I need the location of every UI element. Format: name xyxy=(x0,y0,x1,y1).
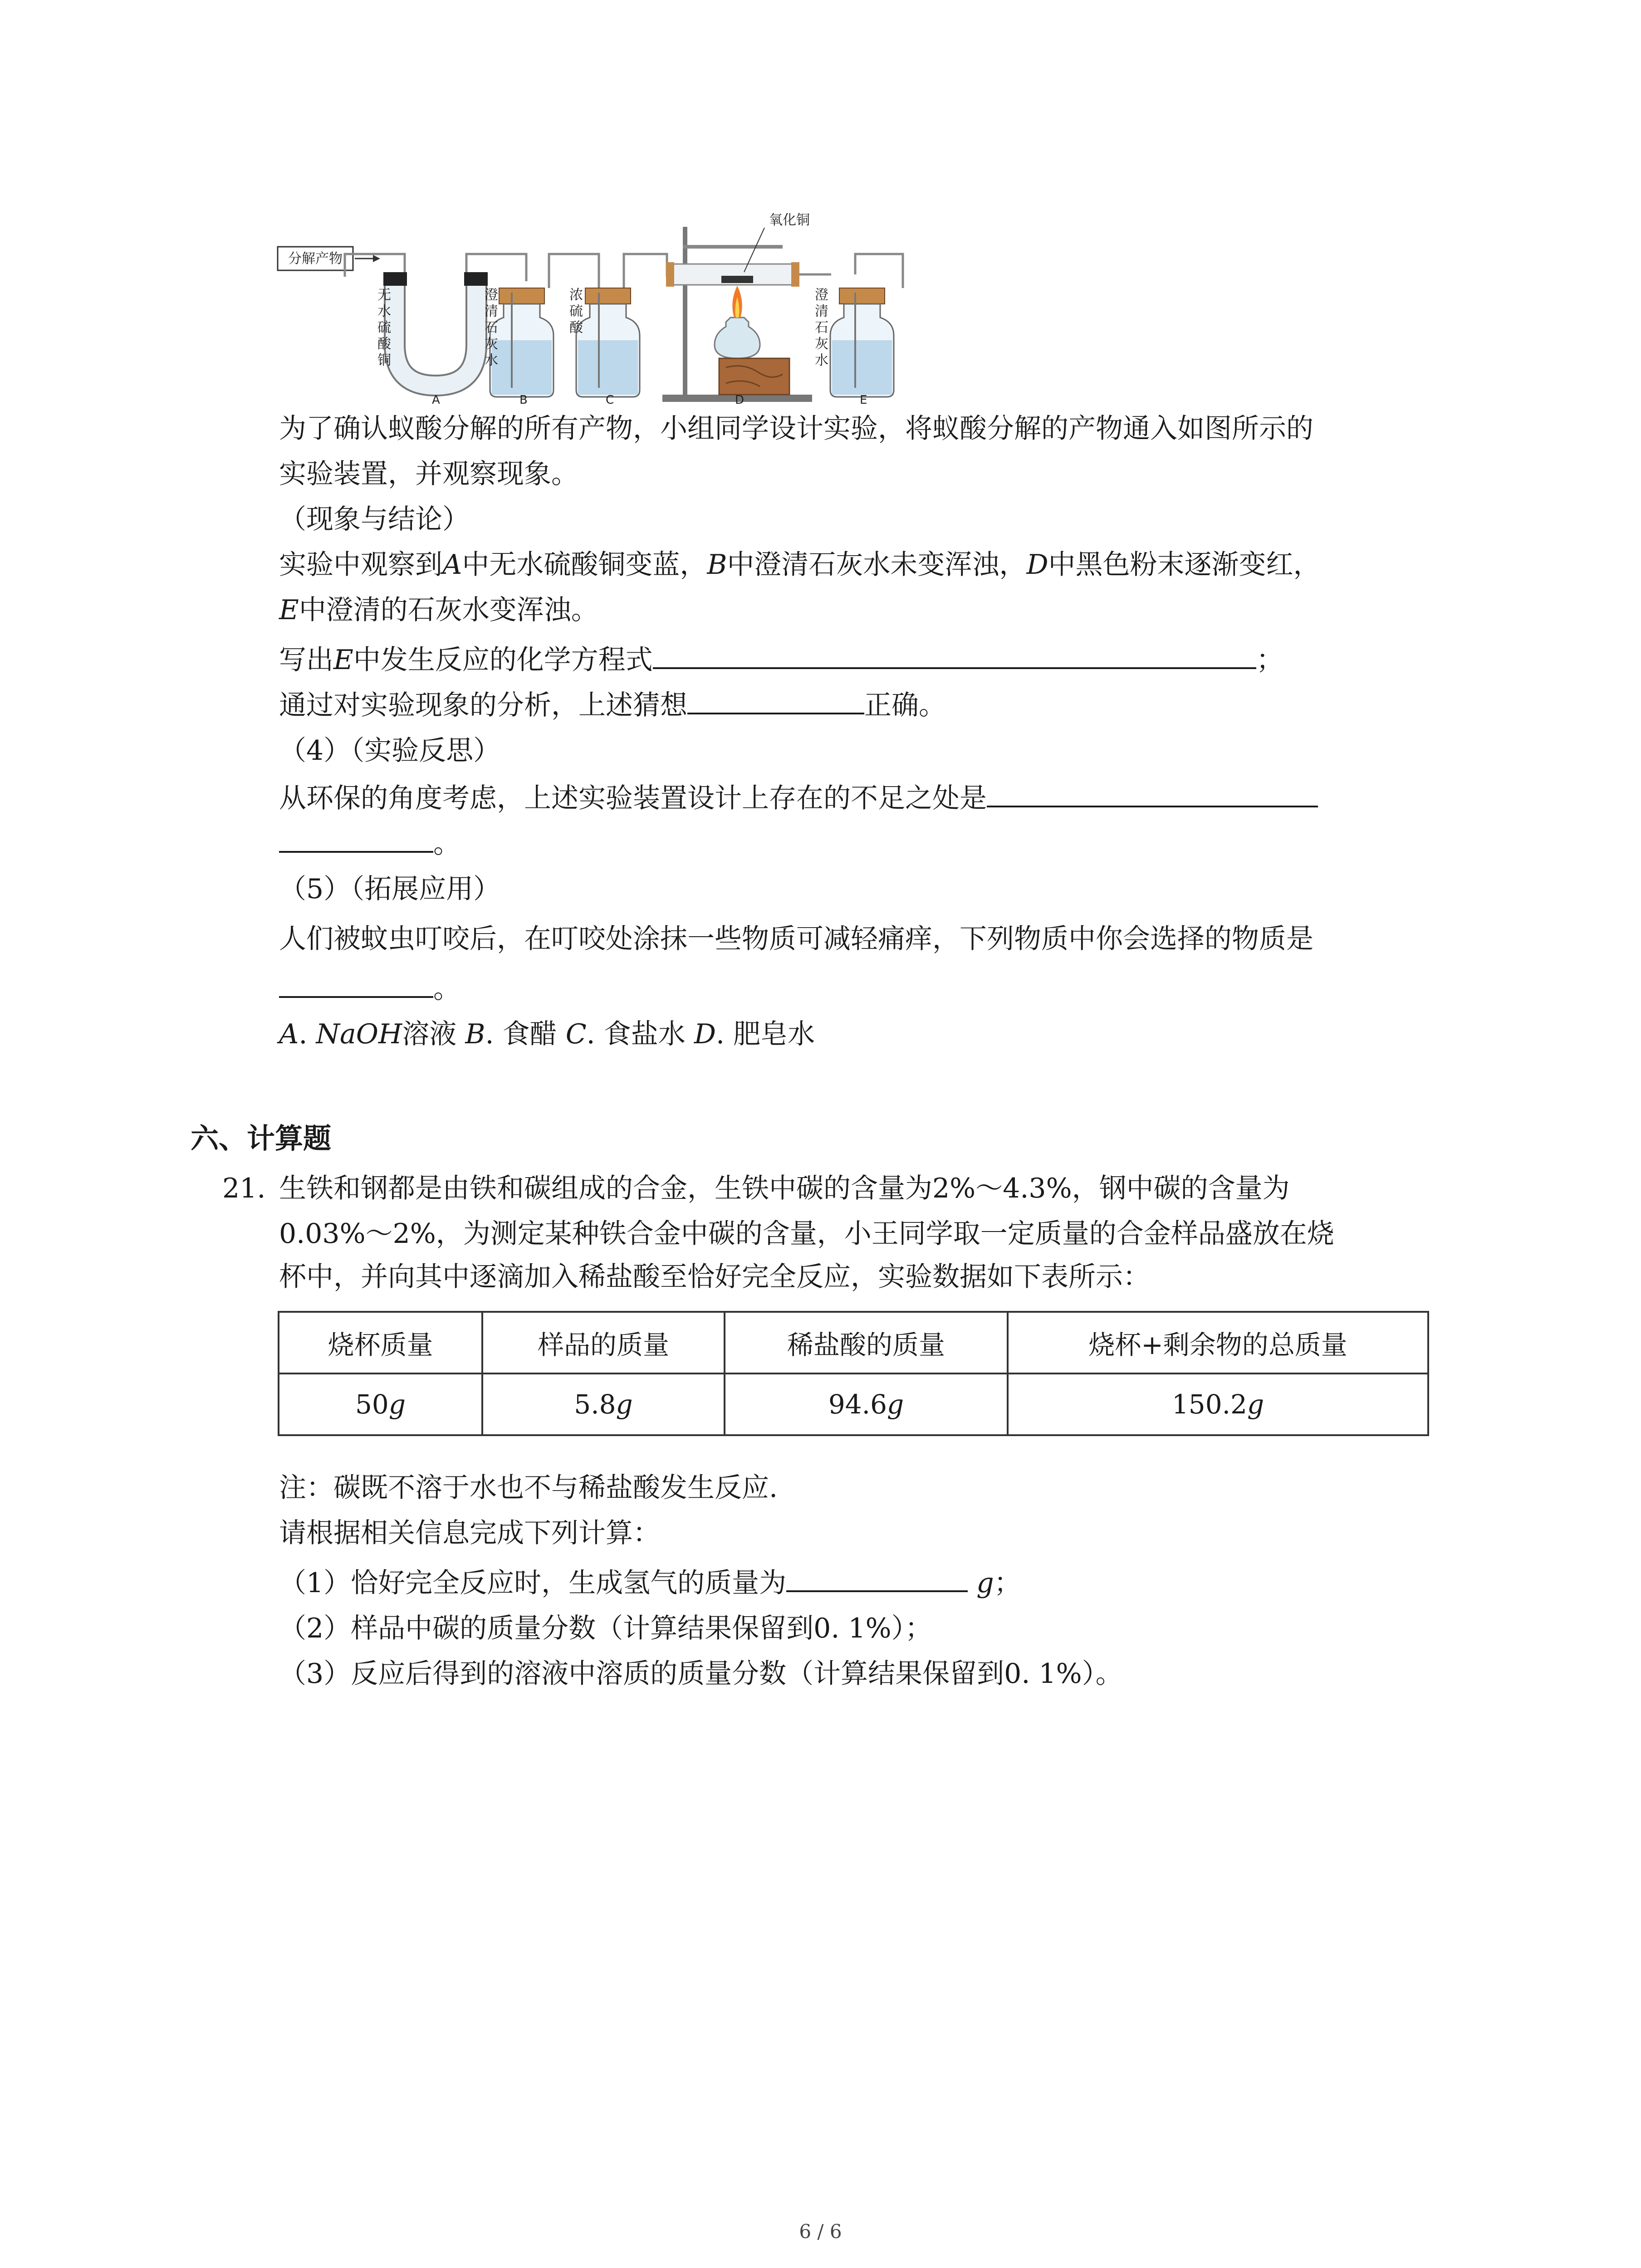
extend-answer-blank[interactable] xyxy=(279,966,433,998)
q20-observation-line-1 xyxy=(279,542,1321,587)
sub1-unit: g xyxy=(976,1567,994,1599)
eq-suffix: ； xyxy=(1256,644,1283,676)
option-c-dot: . xyxy=(586,1018,595,1050)
option-a-dot: . xyxy=(299,1018,308,1050)
page-number: 6 / 6 xyxy=(799,2220,842,2243)
section-6-heading: 六、计算题 xyxy=(191,1122,332,1155)
letter-d: D xyxy=(735,393,745,407)
hydrogen-mass-blank[interactable] xyxy=(786,1560,968,1592)
table-header-row xyxy=(279,1312,1428,1374)
q20-guess-line xyxy=(279,683,946,728)
cell-value: 150.2 xyxy=(1171,1389,1247,1420)
stand-d xyxy=(662,227,812,402)
apparatus-diagram xyxy=(272,209,1016,408)
letter-e: E xyxy=(860,393,867,407)
q21-number: 21. xyxy=(222,1173,266,1204)
sub1-text: （1）恰好完全反应时，生成氢气的质量为 xyxy=(279,1567,787,1599)
var-b: B xyxy=(707,549,727,581)
option-a-letter: A xyxy=(279,1018,299,1050)
option-a-text: 溶液 xyxy=(402,1018,457,1050)
q21-stem-line-1: 生铁和钢都是由铁和碳组成的合金，生铁中碳的含量为2%～4.3%，钢中碳的含量为 xyxy=(279,1173,1290,1204)
table-cell xyxy=(1008,1374,1428,1435)
var-e: E xyxy=(279,594,299,626)
q20-observation-line-2 xyxy=(279,587,598,633)
guess-suffix: 正确。 xyxy=(864,689,946,721)
option-b-letter: B xyxy=(465,1018,485,1050)
reflect-period: 。 xyxy=(433,828,460,860)
bottle-b xyxy=(490,288,554,397)
reflect-answer-blank-part1[interactable] xyxy=(987,776,1318,807)
cell-value: 50 xyxy=(355,1389,389,1420)
option-b-dot: . xyxy=(485,1018,494,1050)
var-d: D xyxy=(1026,549,1048,581)
q21-note: 注：碳既不溶于水也不与稀盐酸发生反应. xyxy=(279,1472,778,1504)
cell-unit: g xyxy=(388,1389,406,1420)
obs-text-4: 中黑色粉末逐渐变红， xyxy=(1048,549,1321,581)
cell-unit: g xyxy=(887,1389,904,1420)
q21-stem-line-3: 杯中，并向其中逐滴加入稀盐酸至恰好完全反应，实验数据如下表所示： xyxy=(279,1261,1150,1293)
cell-value: 5.8 xyxy=(574,1389,616,1420)
input-label: 分解产物 xyxy=(288,251,343,267)
reflect-answer-blank-part2[interactable] xyxy=(279,821,433,853)
cell-value: 94.6 xyxy=(828,1389,887,1420)
q20-extend-line-2 xyxy=(279,966,460,1012)
table-cell xyxy=(279,1374,482,1435)
table-header-cell: 稀盐酸的质量 xyxy=(725,1312,1008,1374)
table-cell xyxy=(725,1374,1008,1435)
bottle-c xyxy=(576,288,640,397)
option-d-dot: . xyxy=(715,1018,725,1050)
table-header-cell: 烧杯+剩余物的总质量 xyxy=(1008,1312,1428,1374)
top-label: 氧化铜 xyxy=(769,212,810,228)
reflect-text: 从环保的角度考虑，上述实验装置设计上存在的不足之处是 xyxy=(279,782,987,814)
table-header-cell: 烧杯质量 xyxy=(279,1312,482,1374)
equation-answer-blank[interactable] xyxy=(653,637,1256,669)
table-row xyxy=(279,1374,1428,1435)
q20-intro-line-2: 实验装置，并观察现象。 xyxy=(279,458,578,490)
table-header-cell: 样品的质量 xyxy=(482,1312,725,1374)
guess-prefix: 通过对实验现象的分析，上述猜想 xyxy=(279,689,687,721)
q20-reflect-line xyxy=(279,776,1318,821)
q20-reflect-heading: （4）（实验反思） xyxy=(279,735,501,767)
q21-sub-2: （2）样品中碳的质量分数（计算结果保留到0. 1%）； xyxy=(279,1613,932,1644)
q20-options-line xyxy=(279,1012,815,1057)
letter-c: C xyxy=(606,393,614,407)
option-b-text: 食醋 xyxy=(502,1018,557,1050)
option-c-letter: C xyxy=(565,1018,587,1050)
q20-extend-line: 人们被蚊虫叮咬后，在叮咬处涂抹一些物质可减轻痛痒，下列物质中你会选择的物质是 xyxy=(279,923,1313,955)
eq-var-e: E xyxy=(333,644,353,676)
extend-period: 。 xyxy=(433,973,460,1005)
connecting-tubes xyxy=(345,254,903,288)
q20-phenomenon-heading: （现象与结论） xyxy=(279,503,470,535)
obs-text-5: 中澄清的石灰水变浑浊。 xyxy=(299,594,598,626)
sub1-end: ； xyxy=(994,1567,1021,1599)
option-a-formula: NaOH xyxy=(316,1018,402,1050)
u-tube-a xyxy=(383,272,488,386)
q21-sub-1 xyxy=(279,1560,1021,1606)
guess-answer-blank[interactable] xyxy=(687,683,864,714)
bottle-e xyxy=(830,288,894,397)
eq-prefix-2: 中发生反应的化学方程式 xyxy=(353,644,653,676)
table-cell xyxy=(482,1374,725,1435)
q21-sub-3: （3）反应后得到的溶液中溶质的质量分数（计算结果保留到0. 1%）。 xyxy=(279,1658,1123,1690)
q20-reflect-line-2 xyxy=(279,821,460,866)
eq-prefix-1: 写出 xyxy=(279,644,333,676)
cell-unit: g xyxy=(616,1389,633,1420)
label-a-vertical: 无水硫酸铜 xyxy=(377,287,391,368)
q21-stem-line-2: 0.03%～2%，为测定某种铁合金中碳的含量，小王同学取一定质量的合金样品盛放在烧 xyxy=(279,1218,1334,1250)
q20-extend-heading: （5）（拓展应用） xyxy=(279,873,501,905)
letter-b: B xyxy=(519,393,528,407)
q20-equation-line xyxy=(279,637,1283,683)
q21-instruction: 请根据相关信息完成下列计算： xyxy=(279,1517,660,1549)
cell-unit: g xyxy=(1247,1389,1264,1420)
var-a: A xyxy=(442,549,462,581)
option-d-letter: D xyxy=(694,1018,716,1050)
label-e-vertical: 澄清石灰水 xyxy=(815,287,828,368)
q21-data-table xyxy=(278,1311,1429,1436)
option-c-text: 食盐水 xyxy=(603,1018,686,1050)
q20-intro-line-1: 为了确认蚁酸分解的所有产物，小组同学设计实验，将蚁酸分解的产物通入如图所示的 xyxy=(279,413,1313,445)
label-c-vertical: 浓硫酸 xyxy=(569,287,583,336)
letter-a: A xyxy=(432,393,440,407)
obs-text-3: 中澄清石灰水未变浑浊， xyxy=(727,549,1027,581)
label-b-vertical: 澄清石灰水 xyxy=(485,287,498,368)
option-d-text: 肥皂水 xyxy=(733,1018,815,1050)
obs-text-1: 实验中观察到 xyxy=(279,549,442,581)
obs-text-2: 中无水硫酸铜变蓝， xyxy=(462,549,707,581)
